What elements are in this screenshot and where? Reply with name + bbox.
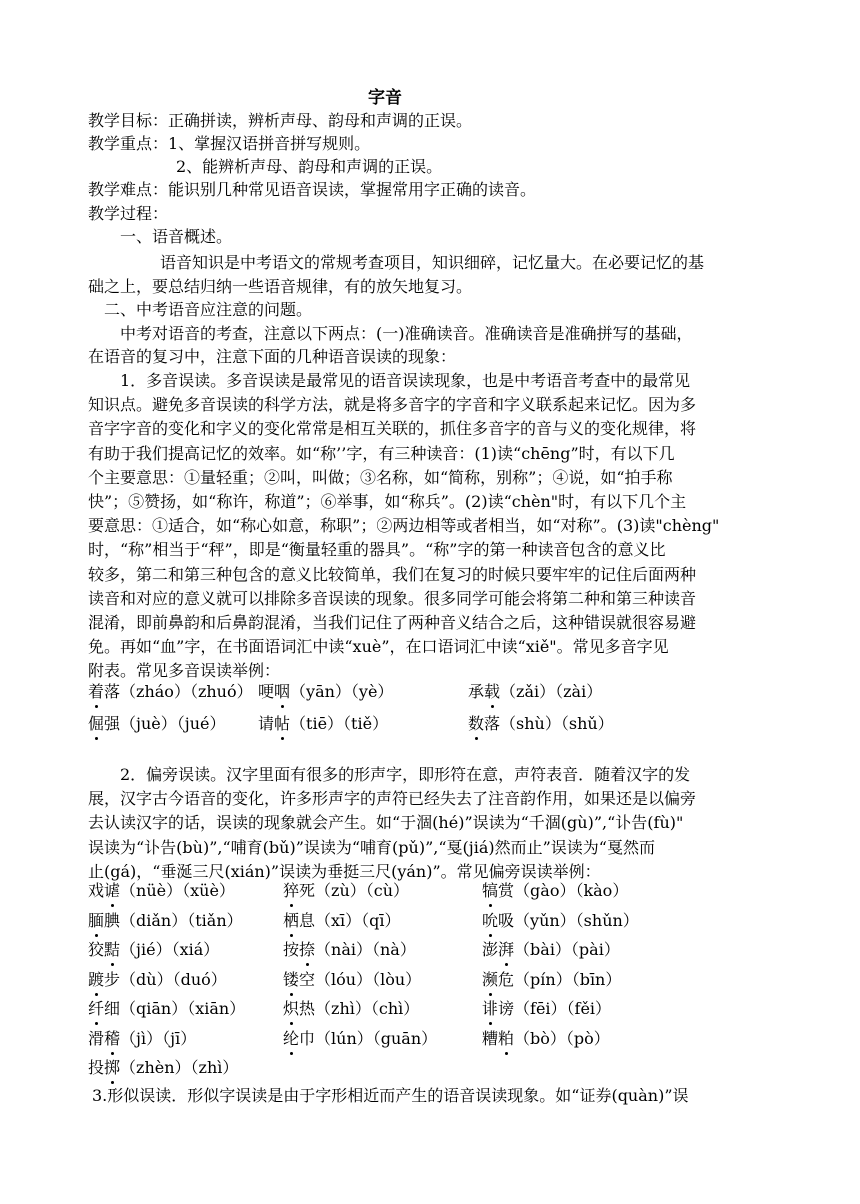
paragraph-line: 展，汉字古今语音的变化，许多形声字的声符已经失去了注音韵作用，如果还是以偏旁 bbox=[88, 789, 697, 809]
example-word: 濒危 bbox=[482, 970, 514, 989]
example-word: 澎湃 bbox=[482, 940, 514, 959]
example-word: 数落 bbox=[468, 714, 500, 733]
example-reading: （fēi）（fěi） bbox=[514, 999, 612, 1018]
example-reading: （shù）（shǔ） bbox=[500, 714, 614, 733]
example-item bbox=[283, 1026, 437, 1052]
example-item bbox=[468, 679, 602, 705]
example-word: 狡黠 bbox=[88, 940, 120, 959]
example-item bbox=[88, 1026, 196, 1052]
example-item bbox=[283, 967, 421, 993]
example-reading: （zhèn）（zhì） bbox=[120, 1058, 239, 1077]
example-word: 承载 bbox=[468, 682, 500, 701]
example-reading: （jì）（jī） bbox=[120, 1028, 197, 1048]
example-word: 纶巾 bbox=[283, 1029, 315, 1048]
example-word: 请帖 bbox=[258, 714, 290, 733]
example-word: 踱步 bbox=[88, 970, 120, 989]
paragraph-line: 较多，第二和第三种包含的意义比较简单，我们在复习的时候只要牢牢的记住后面两种 bbox=[88, 564, 697, 584]
example-word: 按捺 bbox=[283, 940, 315, 959]
example-item bbox=[283, 937, 416, 963]
example-reading: （qiān）（xiān） bbox=[120, 999, 246, 1018]
example-reading: （zháo）（zhuó） bbox=[120, 682, 253, 701]
paragraph-line: 免。再如“血”字，在书面语词汇中读“xuè”，在口语词汇中读“xiě"。常见多音字见 bbox=[88, 637, 669, 657]
example-row bbox=[0, 996, 860, 1022]
page-title: 字音 bbox=[368, 88, 402, 108]
example-item bbox=[482, 908, 639, 934]
example-word: 哽咽 bbox=[258, 682, 290, 701]
example-row bbox=[0, 878, 860, 904]
paragraph-line: 止(gá)，“垂涎三尺(xián)”误读为垂挺三尺(yán)”。常见偏旁误读举例： bbox=[88, 861, 601, 881]
example-word: 着落 bbox=[88, 682, 120, 701]
example-word: 吮吸 bbox=[482, 911, 514, 930]
example-item bbox=[283, 878, 409, 904]
paragraph-line: 去认读汉字的话，误读的现象就会产生。如“于涸(hé)”误读为“千涸(gù)”,“讣告(fù)" bbox=[88, 813, 684, 833]
example-row bbox=[0, 937, 860, 963]
example-item bbox=[482, 937, 620, 963]
example-word: 倔强 bbox=[88, 714, 120, 733]
example-reading: （pín）（bīn） bbox=[514, 969, 622, 989]
overview-line: 语音知识是中考语文的常规考查项目，知识细碎，记忆量大。在必要记忆的基 bbox=[160, 253, 705, 272]
example-reading: （bò）（pò） bbox=[514, 1028, 610, 1048]
example-reading: （nài）（nà） bbox=[315, 940, 416, 959]
intro-line: 中考对语音的考查，注意以下两点：(一)准确读音。准确读音是准确拼写的基础， bbox=[120, 324, 693, 343]
example-reading: （yǔn）（shǔn） bbox=[514, 910, 639, 930]
example-reading: （zù）（cù） bbox=[315, 881, 410, 900]
example-reading: （zǎi）（zài） bbox=[500, 682, 603, 701]
paragraph-line: 个主要意思：①量轻重；②叫，叫做；③名称，如“简称，别称”；④说，如“拍手称 bbox=[88, 467, 673, 487]
example-row bbox=[0, 679, 860, 705]
example-reading: （tiē）（tiě） bbox=[290, 714, 389, 733]
teaching-goal: 教学目标：正确拼读，辨析声母、韵母和声调的正误。 bbox=[88, 111, 473, 130]
teaching-focus: 教学重点：1、掌握汉语拼音拼写规则。 bbox=[88, 134, 371, 153]
paragraph-line: 2．偏旁误读。汉字里面有很多的形声字，即形符在意，声符表音．随着汉字的发 bbox=[120, 765, 691, 784]
shape-line: 3.形似误读．形似字误读是由于字形相近而产生的语音误读现象。如“证券(quàn)”误 bbox=[92, 1086, 689, 1105]
example-item bbox=[283, 908, 401, 934]
paragraph-line: 1．多音误读。多音误读是最常见的语音误读现象，也是中考语音考查中的最常见 bbox=[120, 371, 691, 390]
paragraph-line: 要意思：①适合，如“称心如意，称职”；②两边相等或者相当，如“对称”。(3)读"chèng" bbox=[88, 516, 720, 536]
example-row bbox=[0, 1055, 860, 1081]
example-item bbox=[482, 878, 628, 904]
example-row bbox=[0, 1026, 860, 1052]
example-reading: （gào）（kào） bbox=[514, 881, 629, 900]
example-item bbox=[88, 967, 227, 993]
example-word: 猝死 bbox=[283, 881, 315, 900]
section-one-heading: 一、语音概述。 bbox=[120, 227, 233, 246]
paragraph-line: 音字字音的变化和字义的变化常常是相互关联的，抓住多音字的音与义的变化规律，将 bbox=[88, 419, 697, 439]
teaching-focus-2: 2、能辨析声母、韵母和声调的正误。 bbox=[176, 157, 443, 176]
example-reading: （dù）（duó） bbox=[120, 969, 227, 989]
example-word: 滑稽 bbox=[88, 1029, 120, 1048]
example-reading: （zhì）（chì） bbox=[315, 999, 420, 1018]
example-item bbox=[482, 1026, 610, 1052]
paragraph-line: 附表。常见多音误读举例： bbox=[88, 661, 281, 681]
example-row bbox=[0, 711, 860, 737]
example-reading: （juè）（jué） bbox=[120, 714, 226, 733]
example-word: 犒赏 bbox=[482, 881, 514, 900]
example-item bbox=[88, 878, 235, 904]
section-two-heading: 二、中考语音应注意的问题。 bbox=[104, 300, 313, 319]
intro-line: 在语音的复习中，注意下面的几种语音误读的现象： bbox=[88, 347, 457, 366]
example-reading: （lóu）（lòu） bbox=[315, 969, 422, 989]
example-reading: （bài）（pài） bbox=[514, 940, 620, 959]
paragraph-line: 读音和对应的意义就可以排除多音误读的现象。很多同学可能会将第二种和第三种读音 bbox=[88, 588, 697, 608]
example-item bbox=[88, 679, 253, 705]
example-row bbox=[0, 908, 860, 934]
example-reading: （nüè）（xüè） bbox=[120, 881, 235, 900]
teaching-process: 教学过程： bbox=[88, 204, 169, 223]
example-word: 纤细 bbox=[88, 999, 120, 1018]
example-item bbox=[88, 711, 226, 737]
example-reading: （xī）（qī） bbox=[315, 910, 401, 930]
example-word: 糟粕 bbox=[482, 1029, 514, 1048]
example-item bbox=[258, 711, 388, 737]
paragraph-line: 混淆，即前鼻韵和后鼻韵混淆，当我们记住了两种音义结合之后，这种错误就很容易避 bbox=[88, 613, 697, 632]
overview-line: 础之上，要总结归纳一些语音规律，有的放矢地复习。 bbox=[88, 277, 473, 296]
example-item bbox=[283, 996, 419, 1022]
paragraph-line: 时，“称”相当于“秤”，即是“衡量轻重的器具”。“称”字的第一种读音包含的意义比 bbox=[88, 540, 666, 560]
example-reading: （diǎn）（tiǎn） bbox=[120, 910, 243, 930]
paragraph-line: 误读为“讣告(bù)”,“哺育(bǔ)”误读为“哺育(pǔ)”,“戛(jiá)然而止”误读为“戛然而 bbox=[88, 837, 655, 857]
paragraph-line: 有助于我们提高记忆的效率。如“称’’字，有三种读音：(1)读“chēng”时，有以下几 bbox=[88, 443, 675, 463]
example-word: 炽热 bbox=[283, 999, 315, 1018]
example-item bbox=[88, 1055, 238, 1081]
example-word: 腼腆 bbox=[88, 911, 120, 930]
example-word: 镂空 bbox=[283, 970, 315, 989]
example-item bbox=[468, 711, 614, 737]
example-item bbox=[88, 996, 245, 1022]
paragraph-line: 知识点。避免多音误读的科学方法，就是将多音字的字音和字义联系起来记忆。因为多 bbox=[88, 395, 697, 415]
example-item bbox=[258, 679, 393, 705]
example-reading: （yān）（yè） bbox=[290, 682, 394, 701]
example-item bbox=[88, 908, 243, 934]
example-item bbox=[88, 937, 219, 963]
example-word: 戏谑 bbox=[88, 881, 120, 900]
example-item bbox=[482, 967, 621, 993]
example-word: 栖息 bbox=[283, 911, 315, 930]
example-reading: （lún）（guān） bbox=[315, 1028, 438, 1048]
example-row bbox=[0, 967, 860, 993]
example-word: 诽谤 bbox=[482, 999, 514, 1018]
example-reading: （jié）（xiá） bbox=[120, 940, 220, 959]
example-item bbox=[482, 996, 611, 1022]
paragraph-line: 快”；⑤赞扬，如“称许，称道”；⑥举事，如“称兵”。(2)读“chèn"时，有以下几个主 bbox=[88, 492, 687, 511]
example-word: 投掷 bbox=[88, 1058, 120, 1077]
teaching-difficulty: 教学难点：能识别几种常见语音误读，掌握常用字正确的读音。 bbox=[88, 180, 537, 199]
